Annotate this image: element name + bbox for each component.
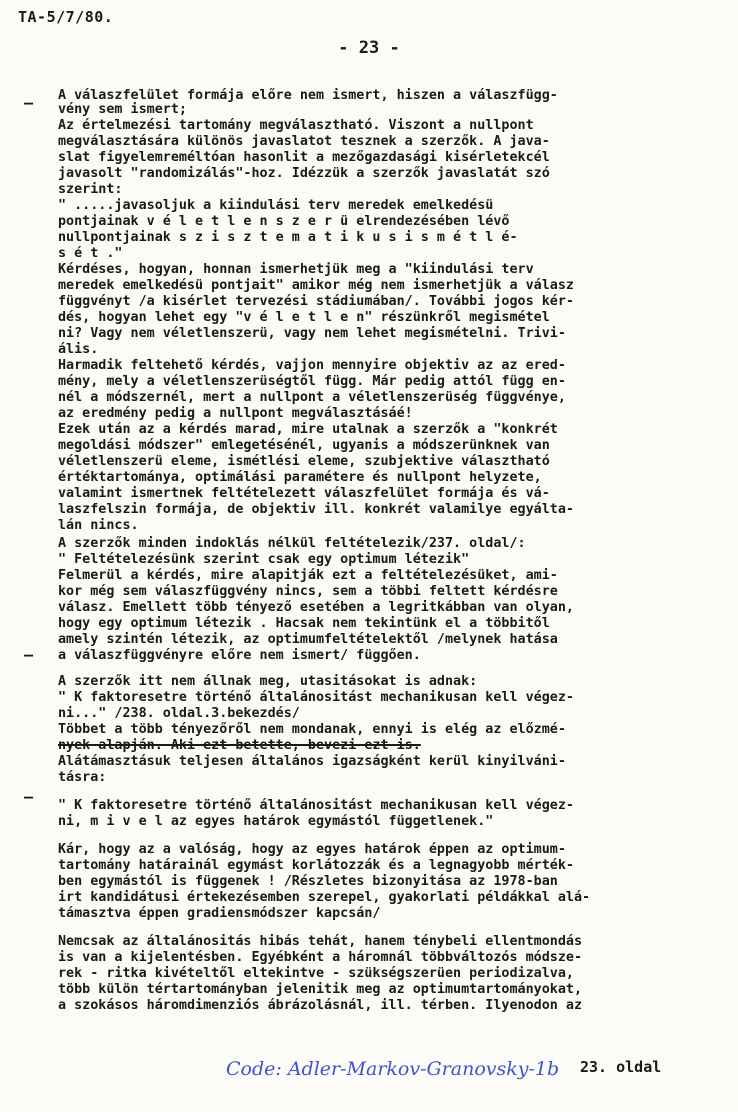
text-line: ális.: [58, 342, 99, 357]
text-line: A szerzők itt nem állnak meg, utasitásokat is adnak:: [58, 674, 478, 689]
text-line: dés, hogyan lehet egy "v é l e t l e n" részünkről megismétel: [58, 310, 550, 325]
text-line: ni? Vagy nem véletlenszerü, vagy nem lehet megismételni. Trivi-: [58, 326, 566, 341]
text-line: tásra:: [58, 770, 107, 785]
text-line: a válaszfüggvényre előre nem ismert/ függően.: [58, 648, 421, 663]
text-line: amely szintén létezik, az optimumfeltételektől /melynek hatása: [58, 632, 558, 647]
text-line: a szokásos háromdimenziós ábrázolásnál, ill. térben. Ilyenodon az: [58, 998, 583, 1013]
text-line: Kár, hogy az a valóság, hogy az egyes határok éppen az optimum-: [58, 842, 566, 857]
text-line: pontjainak v é l e t l e n s z e r ü elrendezésében lévő: [58, 214, 510, 229]
text-line: megválasztására különös javaslatot tesznek a szerzők. A java-: [58, 134, 550, 149]
text-line: Az értelmezési tartomány megválasztható. Viszont a nullpont: [58, 118, 534, 133]
text-line: szerint:: [58, 182, 123, 197]
text-line: tartomány határainál egymást korlátozzák és a legnagyobb mérték-: [58, 858, 574, 873]
text-line: " K faktoresetre történő általánositást mechanikusan kell végez-: [58, 798, 574, 813]
text-line: is van a kijelentésben. Egyébként a háromnál többváltozós módsze-: [58, 950, 583, 965]
text-line: véletlenszerü eleme, ismétlési eleme, szubjektive választható: [58, 454, 550, 469]
bullet-dash: –: [24, 94, 34, 112]
text-line: Többet a több tényezőről nem mondanak, ennyi is elég az előzmé-: [58, 722, 566, 737]
text-line: több külön tértartományban jelenitik meg az optimumtartományokat,: [58, 982, 583, 997]
text-line: nél a módszernél, mert a nullpont a véletlenszerüség függvénye,: [58, 390, 566, 405]
text-line: " .....javasoljuk a kiindulási terv meredek emelkedésü: [58, 198, 494, 213]
code-label: Code: Adler-Markov-Granovsky-1b: [226, 1058, 560, 1080]
text-line: Harmadik feltehető kérdés, vajjon mennyire objektiv az az ered-: [58, 358, 566, 373]
text-line: Ezek után az a kérdés marad, mire utalnak a szerzők a "konkrét: [58, 422, 558, 437]
text-line: ben egymástól is függenek ! /Részletes bizonyitása az 1978-ban: [58, 874, 558, 889]
text-line: válasz. Emellett több tényező esetében a legritkábban van olyan,: [58, 600, 574, 615]
text-line: Alátámasztásuk teljesen általános igazságként kerül kinyilváni-: [58, 754, 566, 769]
text-line: s é t .": [58, 246, 123, 261]
text-line: kor még sem válaszfüggvény nincs, sem a többi feltett kérdésre: [58, 584, 558, 599]
text-line: irt kandidátusi értekezésemben szerepel, gyakorlati példákkal alá-: [58, 890, 591, 905]
page-number: - 23 -: [338, 38, 400, 58]
text-line: lán nincs.: [58, 518, 139, 533]
text-line: Felmerül a kérdés, mire alapitják ezt a feltételezésüket, ami-: [58, 568, 558, 583]
text-line: támasztva éppen gradiensmódszer kapcsán/: [58, 906, 381, 921]
bullet-dash: –: [24, 788, 34, 806]
text-line: az eredmény pedig a nullpont megválasztásáé!: [58, 406, 413, 421]
document-reference: TA-5/7/80.: [18, 8, 114, 26]
text-line: ni, m i v e l az egyes határok egymástól függetlenek.": [58, 814, 494, 829]
text-line: laszfelszin formája, de objektiv ill. konkrét valamilye egyálta-: [58, 502, 574, 517]
text-line: függvényt /a kisérlet tervezési stádiumában/. További jogos kér-: [58, 294, 574, 309]
text-line: meredek emelkedésü pontjait" amikor még nem ismerhetjük a válasz: [58, 278, 574, 293]
text-line: " K faktoresetre történő általánositást mechanikusan kell végez-: [58, 690, 574, 705]
text-line: A válaszfelület formája előre nem ismert, hiszen a válaszfügg-: [58, 88, 558, 103]
text-line: nullpontjainak s z i s z t e m a t i k u s i s m é t l é-: [58, 230, 518, 245]
text-line: ni..." /238. oldal.3.bekezdés/: [58, 706, 300, 721]
bullet-dash: –: [24, 646, 34, 664]
text-line: slat figyelemreméltóan hasonlit a mezőgazdasági kisérletekcél: [58, 150, 550, 165]
text-line: nyek alapján. Aki ezt betette, bevezi ezt is.: [58, 738, 421, 753]
text-line: vény sem ismert;: [58, 102, 187, 117]
page-footer-reference: 23. oldal: [580, 1058, 662, 1076]
text-line: Nemcsak az általánositás hibás tehát, hanem ténybeli ellentmondás: [58, 934, 583, 949]
text-line: rek - ritka kivételtől eltekintve - szükségszerüen periodizalva,: [58, 966, 574, 981]
text-line: értéktartománya, optimálási paramétere és nullpont helyzete,: [58, 470, 542, 485]
text-line: hogy egy optimum létezik . Hacsak nem tekintünk el a többitől: [58, 616, 550, 631]
text-line: javasolt "randomizálás"-hoz. Idézzük a szerzők javaslatát szó: [58, 166, 550, 181]
text-line: megoldási módszer" emlegetésénél, ugyanis a módszerünknek van: [58, 438, 550, 453]
text-line: mény, mely a véletlenszerüségtől függ. Már pedig attól függ en-: [58, 374, 566, 389]
text-line: " Feltételezésünk szerint csak egy optimum létezik": [58, 552, 470, 567]
text-line: A szerzők minden indoklás nélkül feltételezik/237. oldal/:: [58, 536, 526, 551]
text-line: valamint ismertnek feltételezett válaszfelület formája és vá-: [58, 486, 550, 501]
text-line: Kérdéses, hogyan, honnan ismerhetjük meg a "kiindulási terv: [58, 262, 534, 277]
